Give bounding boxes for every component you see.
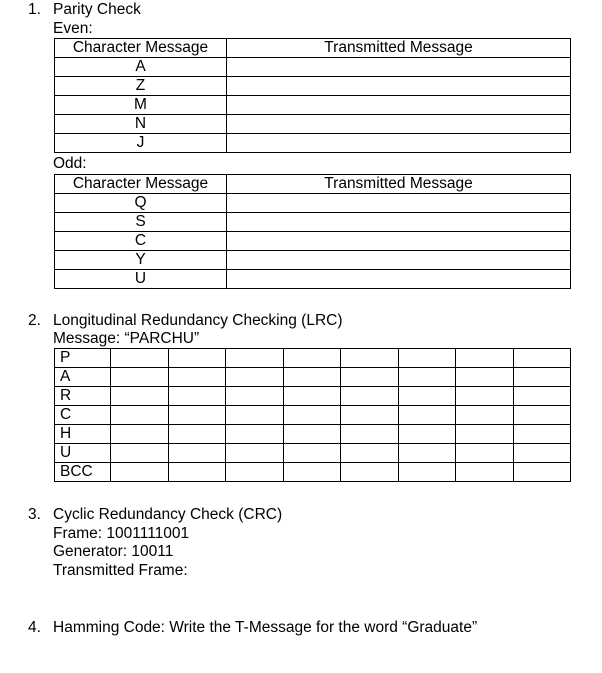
table-row xyxy=(55,425,571,444)
table-row xyxy=(55,77,571,96)
odd-transmitted-cell[interactable] xyxy=(227,194,571,213)
lrc-bit-cell[interactable] xyxy=(399,463,456,482)
section2-title: Longitudinal Redundancy Checking (LRC) xyxy=(53,312,343,329)
lrc-row-label: P xyxy=(55,349,111,368)
lrc-bit-cell[interactable] xyxy=(341,387,399,406)
lrc-bit-cell[interactable] xyxy=(169,444,226,463)
lrc-bit-cell[interactable] xyxy=(514,349,571,368)
even-transmitted-cell[interactable] xyxy=(227,134,571,153)
lrc-bit-cell[interactable] xyxy=(399,387,456,406)
lrc-bit-cell[interactable] xyxy=(111,368,169,387)
even-transmitted-cell[interactable] xyxy=(227,115,571,134)
table-row xyxy=(55,58,571,77)
table-row xyxy=(55,349,571,368)
table-row xyxy=(55,368,571,387)
even-label: Even: xyxy=(53,20,93,37)
even-transmitted-cell[interactable] xyxy=(227,96,571,115)
lrc-bit-cell[interactable] xyxy=(226,463,284,482)
odd-label: Odd: xyxy=(53,155,87,172)
even-character-cell: Z xyxy=(55,77,227,96)
lrc-row-label: H xyxy=(55,425,111,444)
lrc-table xyxy=(54,348,571,482)
lrc-bit-cell[interactable] xyxy=(284,368,341,387)
even-character-cell: M xyxy=(55,96,227,115)
even-header-row xyxy=(55,39,571,58)
lrc-bit-cell[interactable] xyxy=(399,406,456,425)
lrc-bit-cell[interactable] xyxy=(341,406,399,425)
table-row xyxy=(55,251,571,270)
table-row xyxy=(55,387,571,406)
table-row xyxy=(55,134,571,153)
lrc-bit-cell[interactable] xyxy=(111,406,169,425)
lrc-bit-cell[interactable] xyxy=(341,425,399,444)
odd-character-cell: Q xyxy=(55,194,227,213)
lrc-bit-cell[interactable] xyxy=(399,444,456,463)
even-character-cell: A xyxy=(55,58,227,77)
lrc-bit-cell[interactable] xyxy=(226,368,284,387)
lrc-row-label: BCC xyxy=(55,463,111,482)
lrc-bit-cell[interactable] xyxy=(169,349,226,368)
lrc-bit-cell[interactable] xyxy=(341,368,399,387)
lrc-row-label: R xyxy=(55,387,111,406)
lrc-bit-cell[interactable] xyxy=(169,425,226,444)
section1-title: Parity Check xyxy=(53,1,141,18)
table-row xyxy=(55,232,571,251)
lrc-bit-cell[interactable] xyxy=(169,368,226,387)
even-transmitted-cell[interactable] xyxy=(227,58,571,77)
odd-character-cell: C xyxy=(55,232,227,251)
lrc-bit-cell[interactable] xyxy=(226,387,284,406)
odd-character-cell: Y xyxy=(55,251,227,270)
lrc-row-label: C xyxy=(55,406,111,425)
lrc-bit-cell[interactable] xyxy=(111,463,169,482)
lrc-bit-cell[interactable] xyxy=(341,444,399,463)
lrc-bit-cell[interactable] xyxy=(284,406,341,425)
odd-header-transmitted: Transmitted Message xyxy=(227,175,571,194)
table-row xyxy=(55,463,571,482)
lrc-bit-cell[interactable] xyxy=(169,387,226,406)
lrc-bit-cell[interactable] xyxy=(399,349,456,368)
lrc-bit-cell[interactable] xyxy=(399,425,456,444)
lrc-bit-cell[interactable] xyxy=(514,463,571,482)
crc-frame: Frame: 1001111001 xyxy=(53,525,190,542)
lrc-bit-cell[interactable] xyxy=(111,349,169,368)
even-header-character: Character Message xyxy=(55,39,227,58)
lrc-bit-cell[interactable] xyxy=(341,349,399,368)
lrc-bit-cell[interactable] xyxy=(226,444,284,463)
lrc-bit-cell[interactable] xyxy=(456,463,514,482)
even-transmitted-cell[interactable] xyxy=(227,77,571,96)
odd-character-cell: U xyxy=(55,270,227,289)
lrc-bit-cell[interactable] xyxy=(514,406,571,425)
lrc-bit-cell[interactable] xyxy=(226,349,284,368)
odd-parity-table xyxy=(54,174,571,289)
table-row xyxy=(55,96,571,115)
table-row xyxy=(55,270,571,289)
odd-header-row xyxy=(55,175,571,194)
section3-number: 3. xyxy=(28,506,41,523)
lrc-bit-cell[interactable] xyxy=(111,387,169,406)
section3-title: Cyclic Redundancy Check (CRC) xyxy=(53,506,283,523)
even-parity-table xyxy=(54,38,571,153)
lrc-bit-cell[interactable] xyxy=(399,368,456,387)
lrc-row-label: A xyxy=(55,368,111,387)
odd-transmitted-cell[interactable] xyxy=(227,251,571,270)
lrc-bit-cell[interactable] xyxy=(514,444,571,463)
lrc-bit-cell[interactable] xyxy=(514,387,571,406)
lrc-bit-cell[interactable] xyxy=(111,444,169,463)
odd-transmitted-cell[interactable] xyxy=(227,213,571,232)
table-row xyxy=(55,444,571,463)
lrc-bit-cell[interactable] xyxy=(514,425,571,444)
lrc-bit-cell[interactable] xyxy=(456,387,514,406)
table-row xyxy=(55,115,571,134)
lrc-bit-cell[interactable] xyxy=(514,368,571,387)
lrc-bit-cell[interactable] xyxy=(284,349,341,368)
lrc-bit-cell[interactable] xyxy=(169,406,226,425)
lrc-bit-cell[interactable] xyxy=(456,425,514,444)
odd-character-cell: S xyxy=(55,213,227,232)
crc-generator: Generator: 10011 xyxy=(53,543,174,560)
lrc-bit-cell[interactable] xyxy=(284,444,341,463)
lrc-bit-cell[interactable] xyxy=(456,444,514,463)
lrc-bit-cell[interactable] xyxy=(169,463,226,482)
lrc-bit-cell[interactable] xyxy=(284,387,341,406)
section1-number: 1. xyxy=(28,1,41,18)
lrc-bit-cell[interactable] xyxy=(226,406,284,425)
lrc-bit-cell[interactable] xyxy=(284,425,341,444)
table-row xyxy=(55,406,571,425)
section4-number: 4. xyxy=(28,619,41,636)
lrc-row-label: U xyxy=(55,444,111,463)
lrc-bit-cell[interactable] xyxy=(456,406,514,425)
section4-title: Hamming Code: Write the T-Message for the word “Graduate” xyxy=(53,619,478,636)
table-row xyxy=(55,194,571,213)
table-row xyxy=(55,213,571,232)
even-character-cell: N xyxy=(55,115,227,134)
lrc-bit-cell[interactable] xyxy=(111,425,169,444)
lrc-bit-cell[interactable] xyxy=(341,463,399,482)
even-character-cell: J xyxy=(55,134,227,153)
section2-number: 2. xyxy=(28,312,41,329)
odd-transmitted-cell[interactable] xyxy=(227,270,571,289)
even-header-transmitted: Transmitted Message xyxy=(227,39,571,58)
odd-transmitted-cell[interactable] xyxy=(227,232,571,251)
lrc-bit-cell[interactable] xyxy=(456,368,514,387)
odd-header-character: Character Message xyxy=(55,175,227,194)
lrc-bit-cell[interactable] xyxy=(456,349,514,368)
crc-transmitted-frame-label: Transmitted Frame: xyxy=(53,562,188,579)
lrc-message: Message: “PARCHU” xyxy=(53,330,200,347)
lrc-bit-cell[interactable] xyxy=(226,425,284,444)
lrc-bit-cell[interactable] xyxy=(284,463,341,482)
